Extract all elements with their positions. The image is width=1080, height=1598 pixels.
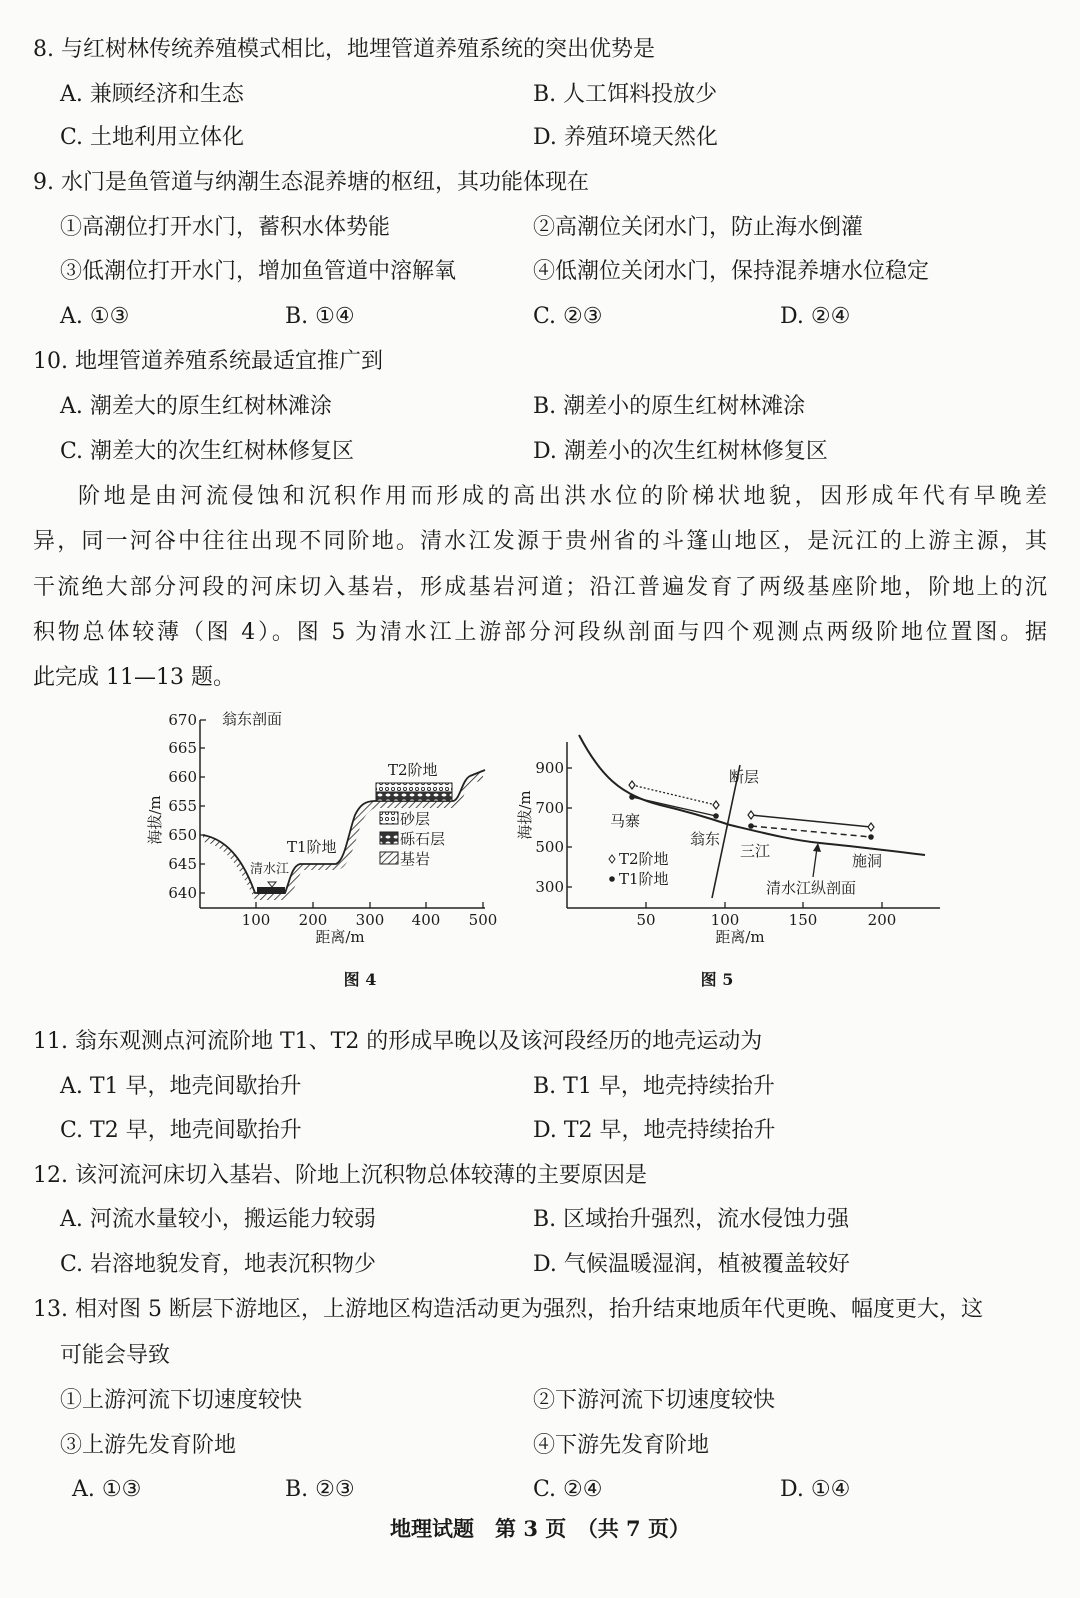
option-d: D. 养殖环境天然化 bbox=[533, 125, 718, 150]
figure-5 bbox=[516, 735, 940, 989]
t1-marker bbox=[713, 813, 719, 819]
statement-1: ①上游河流下切速度较快 bbox=[60, 1388, 303, 1413]
option-a: A. T1 早，地壳间歇抬升 bbox=[60, 1074, 302, 1099]
y-tick: 300 bbox=[535, 878, 564, 896]
t2-marker bbox=[748, 811, 754, 819]
t2-label: T2阶地 bbox=[388, 761, 438, 779]
option-c: C. 岩溶地貌发育，地表沉积物少 bbox=[60, 1252, 377, 1277]
shidong-label: 施洞 bbox=[852, 852, 883, 870]
t2-line-upstream bbox=[632, 785, 716, 805]
y-axis-label: 海拔/m bbox=[146, 795, 164, 845]
sanjiang-label: 三江 bbox=[740, 842, 771, 860]
option-b: B. ②③ bbox=[285, 1477, 355, 1502]
y-tick: 650 bbox=[168, 826, 197, 844]
y-tick: 665 bbox=[168, 739, 197, 757]
y-tick: 645 bbox=[168, 855, 197, 873]
question-stem: 11. 翁东观测点河流阶地 T1、T2 的形成早晚以及该河段经历的地壳运动为 bbox=[33, 1029, 763, 1054]
t1-line-downstream bbox=[751, 826, 871, 837]
passage-line: 积物总体较薄（图 4）。图 5 为清水江上游部分河段纵剖面与四个观测点两级阶地位置图。据 bbox=[33, 620, 1047, 645]
option-d: D. 潮差小的次生红树林修复区 bbox=[533, 439, 828, 464]
option-a: A. 潮差大的原生红树林滩涂 bbox=[60, 394, 332, 419]
passage-line: 异，同一河谷中往往出现不同阶地。清水江发源于贵州省的斗篷山地区，是沅江的上游主源，其 bbox=[33, 529, 1047, 554]
passage-line: 此完成 11—13 题。 bbox=[33, 665, 235, 690]
option-c: C. 潮差大的次生红树林修复区 bbox=[60, 439, 355, 464]
y-tick: 660 bbox=[168, 768, 197, 786]
mazhai-label: 马寨 bbox=[610, 812, 641, 830]
question-stem: 12. 该河流河床切入基岩、阶地上沉积物总体较薄的主要原因是 bbox=[33, 1163, 647, 1188]
option-d: D. 气候温暖湿润，植被覆盖较好 bbox=[533, 1252, 850, 1277]
option-b: B. 人工饵料投放少 bbox=[533, 82, 718, 107]
legend-t2: T2阶地 bbox=[619, 850, 669, 868]
fault-label: 断层 bbox=[729, 768, 760, 786]
statement-4: ④低潮位关闭水门，保持混养塘水位稳定 bbox=[533, 259, 930, 284]
option-b: B. 潮差小的原生红树林滩涂 bbox=[533, 394, 806, 419]
figure-4 bbox=[146, 710, 497, 989]
water-level-icon bbox=[268, 882, 276, 887]
figure-title: 翁东剖面 bbox=[222, 710, 283, 728]
x-tick: 150 bbox=[788, 911, 818, 929]
y-axis-label: 海拔/m bbox=[516, 790, 534, 840]
option-d: D. ①④ bbox=[780, 1477, 851, 1502]
option-a: A. ①③ bbox=[72, 1477, 142, 1502]
y-tick: 900 bbox=[535, 759, 564, 777]
legend-gravel: 砾石层 bbox=[400, 830, 446, 848]
option-d: D. ②④ bbox=[780, 304, 851, 329]
x-tick: 100 bbox=[241, 911, 271, 929]
arrow bbox=[813, 848, 817, 877]
profile-label: 清水江纵剖面 bbox=[766, 879, 857, 897]
t1-label: T1阶地 bbox=[287, 838, 337, 856]
y-tick: 700 bbox=[535, 799, 564, 817]
x-axis-label: 距离/m bbox=[715, 928, 765, 946]
t1-marker bbox=[868, 834, 874, 840]
option-b: B. 区域抬升强烈，流水侵蚀力强 bbox=[533, 1207, 850, 1232]
option-c: C. ②④ bbox=[533, 1477, 603, 1502]
t2-marker bbox=[868, 823, 874, 831]
y-tick: 500 bbox=[535, 838, 564, 856]
t2-marker bbox=[629, 781, 635, 789]
legend-sand: 砂层 bbox=[400, 810, 431, 828]
option-c: C. 土地利用立体化 bbox=[60, 125, 245, 150]
statement-2: ②下游河流下切速度较快 bbox=[533, 1388, 776, 1413]
x-tick: 100 bbox=[710, 911, 740, 929]
question-stem: 9. 水门是鱼管道与纳潮生态混养塘的枢纽，其功能体现在 bbox=[33, 170, 589, 195]
x-tick: 400 bbox=[411, 911, 441, 929]
legend-t1: T1阶地 bbox=[619, 870, 669, 888]
statement-3: ③低潮位打开水门，增加鱼管道中溶解氧 bbox=[60, 259, 457, 284]
statement-2: ②高潮位关闭水门，防止海水倒灌 bbox=[533, 215, 864, 240]
river-water bbox=[257, 887, 285, 894]
t1-marker bbox=[748, 823, 754, 829]
option-b: B. ①④ bbox=[285, 304, 355, 329]
y-tick: 655 bbox=[168, 797, 197, 815]
option-a: A. 兼顾经济和生态 bbox=[60, 82, 244, 107]
x-tick: 500 bbox=[468, 911, 498, 929]
wengdong-label: 翁东 bbox=[690, 830, 721, 848]
option-a: A. ①③ bbox=[60, 304, 130, 329]
option-a: A. 河流水量较小，搬运能力较弱 bbox=[60, 1207, 376, 1232]
y-tick: 640 bbox=[168, 884, 197, 902]
gravel-layer bbox=[376, 792, 452, 801]
statement-1: ①高潮位打开水门，蓄积水体势能 bbox=[60, 215, 391, 240]
legend-bedrock: 基岩 bbox=[400, 850, 431, 868]
y-tick: 670 bbox=[168, 711, 197, 729]
sand-layer bbox=[376, 783, 452, 792]
x-tick: 200 bbox=[298, 911, 328, 929]
t2-marker bbox=[713, 801, 719, 809]
passage-line: 干流绝大部分河段的河床切入基岩，形成基岩河道；沿江普遍发育了两级基座阶地，阶地上的沉 bbox=[33, 575, 1047, 600]
question-stem-continued: 可能会导致 bbox=[60, 1343, 171, 1368]
figure-caption: 图 5 bbox=[700, 970, 734, 989]
statement-4: ④下游先发育阶地 bbox=[533, 1433, 710, 1458]
option-d: D. T2 早，地壳持续抬升 bbox=[533, 1118, 776, 1143]
t1-line-upstream bbox=[632, 797, 716, 816]
legend bbox=[380, 810, 445, 868]
x-tick: 200 bbox=[867, 911, 897, 929]
x-tick: 300 bbox=[355, 911, 385, 929]
option-b: B. T1 早，地壳持续抬升 bbox=[533, 1074, 775, 1099]
question-stem: 8. 与红树林传统养殖模式相比，地埋管道养殖系统的突出优势是 bbox=[33, 37, 655, 62]
t1-marker bbox=[629, 794, 635, 800]
x-axis-label: 距离/m bbox=[315, 928, 365, 946]
figure-caption: 图 4 bbox=[343, 970, 377, 989]
t2-line-downstream bbox=[751, 815, 871, 827]
passage-line: 阶地是由河流侵蚀和沉积作用而形成的高出洪水位的阶梯状地貌，因形成年代有早晚差 bbox=[78, 484, 1047, 509]
arrow-head bbox=[813, 843, 821, 852]
x-tick: 50 bbox=[636, 911, 656, 929]
statement-3: ③上游先发育阶地 bbox=[60, 1433, 237, 1458]
option-c: C. ②③ bbox=[533, 304, 603, 329]
question-stem: 10. 地埋管道养殖系统最适宜推广到 bbox=[33, 349, 383, 374]
page-footer: 地理试题 第 3 页 （共 7 页） bbox=[390, 1516, 690, 1541]
option-c: C. T2 早，地壳间歇抬升 bbox=[60, 1118, 302, 1143]
river-label: 清水江 bbox=[250, 862, 290, 877]
legend bbox=[609, 850, 669, 888]
question-stem: 13. 相对图 5 断层下游地区，上游地区构造活动更为强烈，抬升结束地质年代更晚、幅度更大，这 bbox=[33, 1297, 983, 1322]
